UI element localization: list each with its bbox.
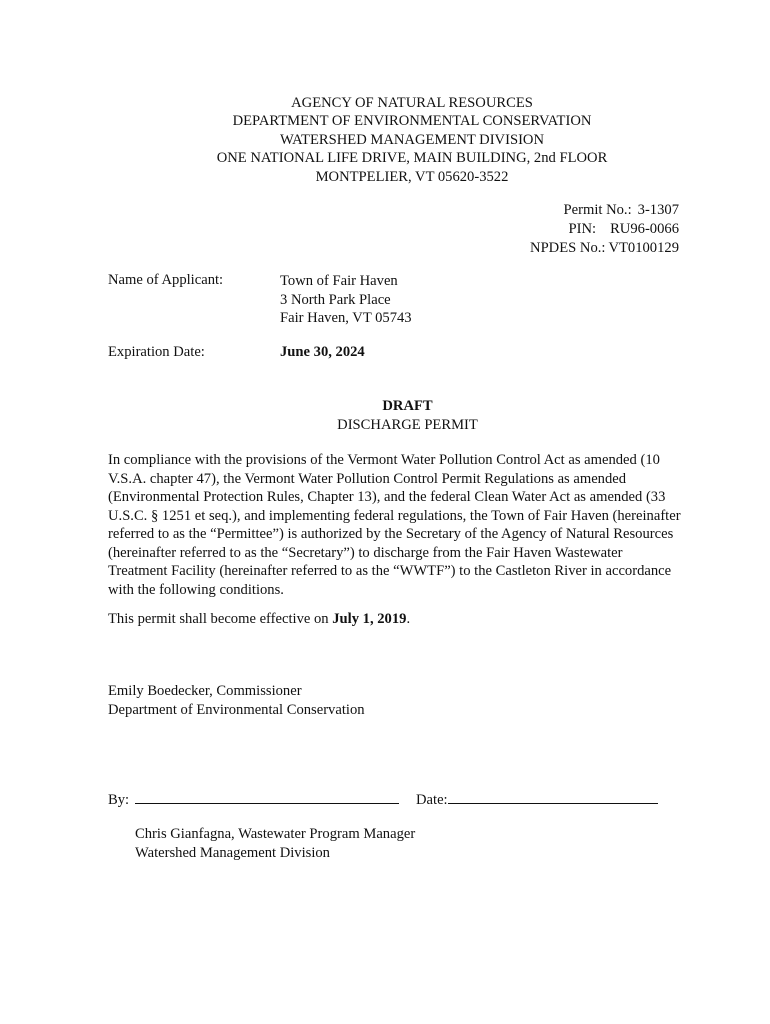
applicant-address [280, 272, 412, 328]
applicant-city: Fair Haven, VT 05743 [280, 310, 412, 327]
commissioner-department: Department of Environmental Conservation [108, 701, 365, 718]
date-label: Date: [416, 792, 448, 808]
paragraph-line: (hereinafter referred to as the “Secretary”) to discharge from the Fair Haven Wastewater [108, 544, 623, 561]
commissioner-block [108, 682, 365, 719]
applicant-name: Town of Fair Haven [280, 273, 398, 289]
signature-line[interactable] [135, 789, 399, 804]
permit-number-label: Permit No.: [563, 202, 632, 218]
draft-status: DRAFT [382, 398, 433, 414]
agency-header [0, 94, 770, 186]
commissioner-name: Emily Boedecker, Commissioner [108, 683, 302, 699]
paragraph-line: V.S.A. chapter 47), the Vermont Water Pollution Control Permit Regulations as amended [108, 470, 627, 487]
paragraph-line: (Environmental Protection Rules, Chapter 13), and the federal Clean Water Act as amended (33 [108, 489, 666, 505]
pin-value: RU96-0066 [610, 221, 679, 237]
effective-date: July 1, 2019 [332, 611, 407, 627]
date-line[interactable] [448, 789, 658, 804]
date-row [416, 789, 658, 809]
permit-number-row [530, 201, 679, 220]
applicant-label: Name of Applicant: [108, 272, 224, 288]
npdes-label: NPDES No.: [530, 240, 606, 256]
npdes-row [530, 239, 679, 258]
permit-info [530, 201, 679, 258]
expiration-date: June 30, 2024 [280, 344, 365, 360]
effective-prefix: This permit shall become effective on [108, 611, 333, 627]
paragraph-line: with the following conditions. [108, 581, 284, 598]
paragraph-line: Treatment Facility (hereinafter referred to as the “WWTF”) to the Castleton River in accordance [108, 563, 672, 579]
compliance-paragraph [108, 451, 708, 599]
signature-row [108, 789, 399, 809]
expiration-label: Expiration Date: [108, 344, 205, 360]
paragraph-line: U.S.C. § 1251 et seq.), and implementing federal regulations, the Town of Fair Haven (hereinafter [108, 507, 681, 524]
effective-statement [108, 611, 410, 628]
manager-division: Watershed Management Division [135, 844, 330, 861]
pin-label: PIN: [568, 221, 597, 237]
header-line-division: WATERSHED MANAGEMENT DIVISION [279, 131, 545, 148]
header-line-city: MONTPELIER, VT 05620-3522 [315, 168, 509, 185]
effective-suffix: . [406, 611, 411, 627]
paragraph-line: referred to as the “Permittee”) is authorized by the Secretary of the Agency of Natural Resources [108, 526, 674, 542]
permit-type: DISCHARGE PERMIT [337, 416, 478, 433]
header-line-department: DEPARTMENT OF ENVIRONMENTAL CONSERVATION [232, 113, 592, 130]
applicant-street: 3 North Park Place [280, 291, 391, 308]
npdes-value: VT0100129 [608, 240, 679, 256]
paragraph-line: In compliance with the provisions of the Vermont Water Pollution Control Act as amended (10 [108, 452, 660, 468]
manager-name: Chris Gianfagna, Wastewater Program Manager [135, 826, 416, 842]
header-line-agency: AGENCY OF NATURAL RESOURCES [291, 95, 533, 111]
by-label: By: [108, 792, 130, 808]
pin-row [530, 220, 679, 239]
manager-block [135, 825, 415, 862]
permit-title [0, 397, 770, 434]
permit-number-value: 3-1307 [637, 202, 679, 218]
header-line-address: ONE NATIONAL LIFE DRIVE, MAIN BUILDING, 2nd FLOOR [216, 150, 608, 167]
